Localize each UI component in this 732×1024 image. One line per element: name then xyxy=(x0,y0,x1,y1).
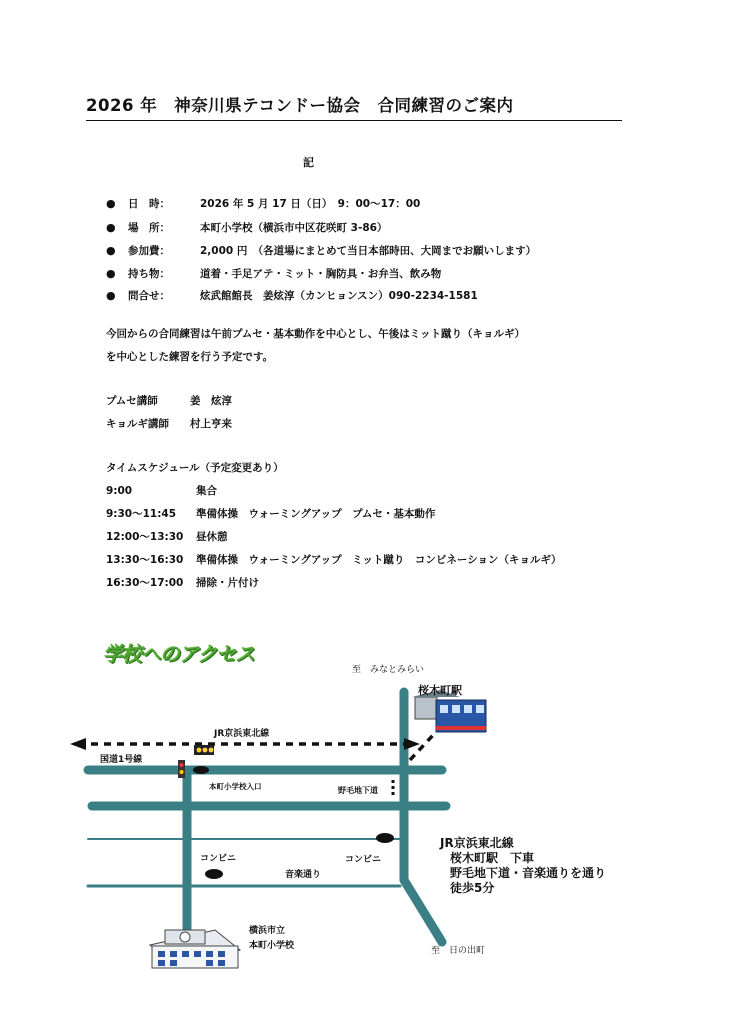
info-label: 参加費： xyxy=(128,245,170,257)
info-value: 2,000 円 （各道場にまとめて当日本部時田、大岡までお願いします） xyxy=(200,245,537,257)
schedule-desc: 準備体操 ウォーミングアップ プムセ・基本動作 xyxy=(196,508,436,520)
info-value: 本町小学校（横浜市中区花咲町 3-86） xyxy=(200,222,388,234)
info-label: 場 所： xyxy=(128,222,170,234)
info-label: 日 時： xyxy=(128,198,170,210)
access-title: 学校へのアクセス xyxy=(103,642,255,666)
music-street-label: 音楽通り xyxy=(285,870,322,880)
schedule-desc: 昼休憩 xyxy=(196,531,228,543)
underpass-label: 野毛地下道 xyxy=(338,786,378,795)
page-title: 2026 年 神奈川県テコンドー協会 合同練習のご案内 xyxy=(86,92,622,121)
schedule-desc: 集合 xyxy=(196,485,217,497)
schedule-time: 16:30～17:00 xyxy=(106,577,184,589)
school-building-icon xyxy=(150,930,240,968)
info-label: 問合せ： xyxy=(128,290,170,302)
schedule-time: 12:00～13:30 xyxy=(106,531,184,543)
direction-north: 至 みなとみらい xyxy=(352,665,425,675)
school-entrance-label: 本町小学校入口 xyxy=(209,782,262,791)
convenience-store-marker xyxy=(205,869,223,879)
bullet-icon: ● xyxy=(106,221,116,234)
direction-line: 徒歩5分 xyxy=(450,881,495,895)
instructor-role: キョルギ講師 xyxy=(106,418,169,430)
direction-line: JR京浜東北線 xyxy=(440,836,514,850)
directions-box xyxy=(440,836,606,896)
conv-label-1: コンビニ xyxy=(200,854,237,864)
bullet-icon: ● xyxy=(106,244,116,257)
bullet-icon: ● xyxy=(106,267,116,280)
school-entrance-marker xyxy=(193,766,209,774)
instructor-name: 村上亨来 xyxy=(190,418,232,430)
bullet-icon: ● xyxy=(106,289,116,302)
schedule-desc: 掃除・片付け xyxy=(196,577,259,589)
jr-line-label: JR京浜東北線 xyxy=(214,729,270,739)
station-label: 桜木町駅 xyxy=(418,684,462,697)
road-diagonal xyxy=(404,880,442,942)
schedule-time: 9:30～11:45 xyxy=(106,508,177,520)
ki-heading: 記 xyxy=(303,156,314,169)
bullet-icon: ● xyxy=(106,197,116,210)
schedule-desc: 準備体操 ウォーミングアップ ミット蹴り コンビネーション（キョルギ） xyxy=(196,554,562,566)
instructor-role: プムセ講師 xyxy=(106,395,158,407)
direction-line: 野毛地下道・音楽通りを通り xyxy=(450,866,607,880)
route1-label: 国道1号線 xyxy=(100,755,143,765)
direction-line: 桜木町駅 下車 xyxy=(450,851,535,865)
info-label: 持ち物： xyxy=(128,268,170,280)
paragraph-line-2: を中心とした練習を行う予定です。 xyxy=(106,351,274,363)
schedule-title: タイムスケジュール（予定変更あり） xyxy=(106,462,284,474)
info-value: 炫武館館長 姜炫淳（カンヒョンスン）090-2234-1581 xyxy=(200,290,478,302)
instructor-name: 姜 炫淳 xyxy=(190,395,232,407)
info-value: 2026 年 5 月 17 日（日） 9：00～17：00 xyxy=(200,198,421,210)
info-value: 道着・手足アテ・ミット・胸防具・お弁当、飲み物 xyxy=(200,268,442,280)
schedule-time: 13:30～16:30 xyxy=(106,554,184,566)
schedule-time: 9:00 xyxy=(106,485,133,497)
direction-south: 至 日の出町 xyxy=(431,946,486,956)
school-name-label: 横浜市立 本町小学校 xyxy=(249,926,295,951)
convenience-store-marker xyxy=(376,833,394,843)
conv-label-2: コンビニ xyxy=(345,855,382,865)
paragraph-line-1: 今回からの合同練習は午前プムセ・基本動作を中心とし、午後はミット蹴り（キョルギ） xyxy=(106,328,526,340)
